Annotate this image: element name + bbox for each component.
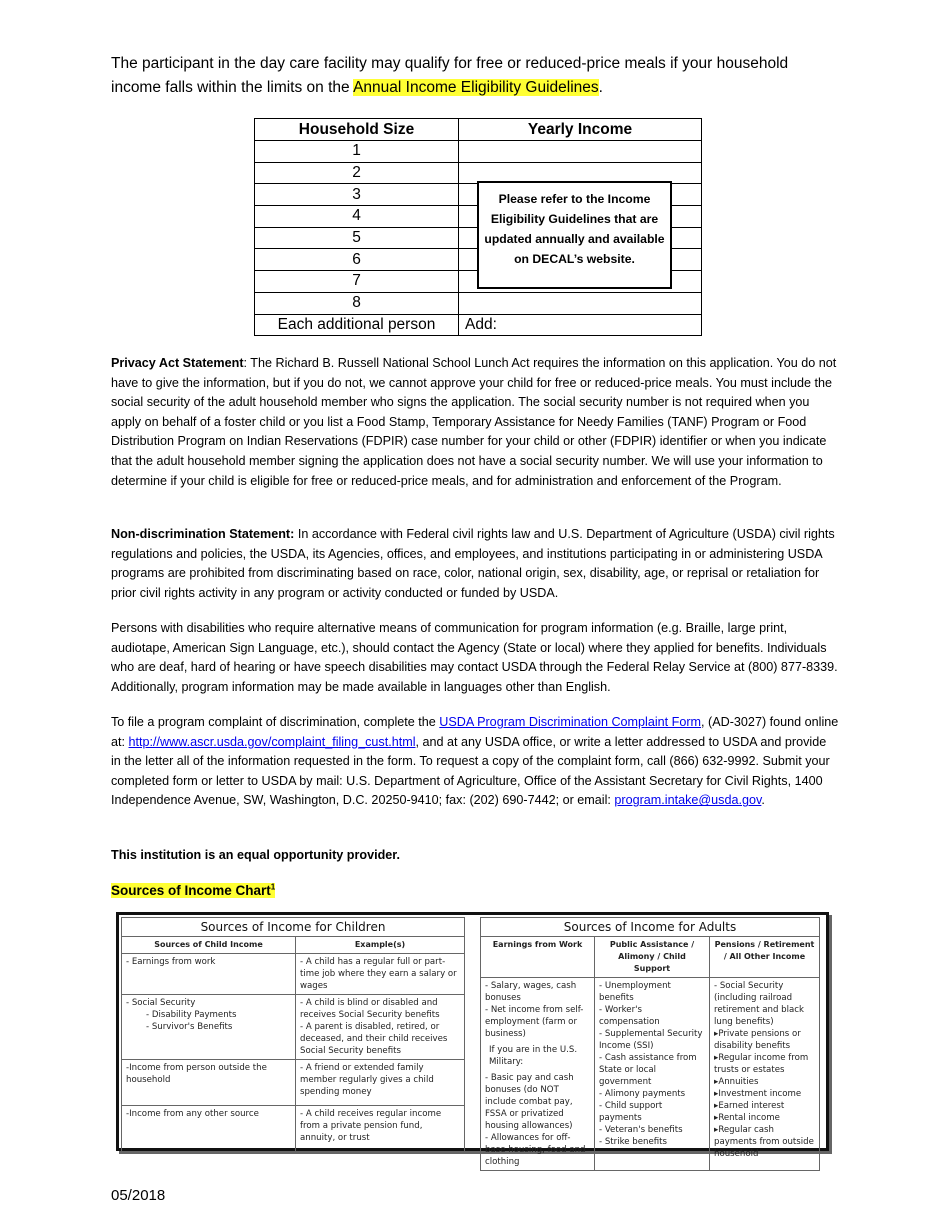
disability-payments-label: Disability Payments — [151, 1010, 237, 1020]
complaint-filing-url-link[interactable]: http://www.ascr.usda.gov/complaint_filing_cust.html — [128, 734, 416, 749]
child-source-cell — [122, 995, 296, 1060]
complaint-paragraph — [111, 713, 839, 811]
survivors-benefits-label: Survivor's Benefits — [151, 1022, 233, 1032]
adults-income-table — [480, 917, 820, 1171]
assistance-item: - Veteran's benefits — [599, 1125, 683, 1135]
child-source-cell: -Income from person outside the household — [122, 1060, 296, 1106]
earnings-from-work-cell — [481, 978, 595, 1171]
pension-item: ▸Annuities — [714, 1077, 759, 1087]
household-size-cell: 6 — [255, 249, 459, 271]
children-table-caption: Sources of Income for Children — [122, 918, 465, 937]
household-size-cell: 5 — [255, 227, 459, 249]
yearly-income-header: Yearly Income — [459, 119, 702, 141]
assistance-item: - Supplemental Security Income (SSI) — [599, 1029, 703, 1051]
sources-chart-title-text: Sources of Income Chart — [111, 882, 271, 898]
child-source-cell: -Income from any other source — [122, 1106, 296, 1154]
assistance-item: - Worker's compensation — [599, 1005, 660, 1027]
non-discrimination-statement — [111, 525, 839, 603]
child-source-sub: - Disability Payments — [146, 1010, 237, 1020]
pension-item: ▸Regular cash payments from outside household — [714, 1125, 814, 1159]
eligibility-guidelines-highlight: Annual Income Eligibility Guidelines — [353, 79, 599, 96]
income-cell — [459, 141, 702, 163]
work-item: - Net income from self-employment (farm or business) — [485, 1005, 584, 1039]
child-example-cell: - A child has a regular full or part-time job where they earn a salary or wages — [296, 954, 465, 995]
pensions-cell — [710, 978, 820, 1171]
work-item: - Salary, wages, cash bonuses — [485, 981, 577, 1003]
complaint-text-1: To file a program complaint of discrimination, complete the — [111, 715, 440, 729]
intro-period: . — [598, 79, 603, 96]
household-size-cell: 7 — [255, 271, 459, 293]
child-example-line: - A child is blind or disabled and receives Social Security benefits — [300, 998, 440, 1020]
complaint-text-3: , and at any USDA office, or write a letter addressed to USDA and provide in the letter all of the information requested in the form. To request a copy of the complaint form, call (866) 632-9992. Submit your completed form or letter to USDA by mail: U.S. Department of Agriculture, Office of the Assistant Secretary for Civil Rights, 1400 Independence Avenue, SW, Washington, D.C. 20250-9410; fax: (202) 690-7442; or email: — [111, 734, 830, 808]
refer-guidelines-note: Please refer to the Income Eligibility Guidelines that are updated annually and available on DECAL’s website. — [477, 181, 672, 289]
disabilities-paragraph: Persons with disabilities who require alternative means of communication for program information (e.g. Braille, large print, audiotape, American Sign Language, etc.), should contact the Agency (State or local) where they applied for benefits. Individuals who are deaf, hard of hearing or have speech disabilities may contact USDA through the Federal Relay Service at (800) 877-8339. Additionally, program information may be made available in languages other than English. — [111, 621, 838, 694]
footer-date: 05/2018 — [111, 1187, 166, 1204]
complaint-text-2: , (AD-3027) found online at: — [111, 715, 839, 749]
assistance-item: - Unemployment benefits — [599, 981, 671, 1003]
earnings-from-work-header: Earnings from Work — [481, 937, 595, 978]
pensions-header: Pensions / Retirement / All Other Income — [710, 937, 820, 978]
public-assistance-cell — [595, 978, 710, 1171]
sources-of-income-chart-title — [111, 882, 275, 898]
complaint-text-4: . — [761, 793, 765, 808]
assistance-item: - Alimony payments — [599, 1089, 686, 1099]
privacy-act-statement — [111, 354, 839, 491]
child-example-cell: - A child receives regular income from a private pension fund, annuity, or trust — [296, 1106, 465, 1154]
military-label: If you are in the U.S. Military: — [489, 1045, 578, 1067]
public-assistance-header: Public Assistance / Alimony / Child Support — [595, 937, 710, 978]
complaint-form-link[interactable]: USDA Program Discrimination Complaint Form — [439, 715, 702, 729]
assistance-item: - Strike benefits — [599, 1137, 668, 1147]
intro-paragraph — [111, 52, 831, 100]
household-size-cell: 1 — [255, 141, 459, 163]
household-size-header: Household Size — [255, 119, 459, 141]
pension-item: ▸Regular income from trusts or estates — [714, 1053, 809, 1075]
household-size-cell: 2 — [255, 162, 459, 184]
children-income-table — [121, 917, 465, 1154]
child-source-sub: - Survivor's Benefits — [146, 1022, 233, 1032]
pension-item: ▸Earned interest — [714, 1101, 785, 1111]
pension-item: ▸Rental income — [714, 1113, 780, 1123]
work-item: - Allowances for off-base housing, food and clothing — [485, 1133, 586, 1167]
work-item: - Basic pay and cash bonuses (do NOT include combat pay, FSSA or privatized housing allowances) — [485, 1073, 574, 1131]
privacy-act-text: : The Richard B. Russell National School Lunch Act requires the information on this application. You do not have to give the information, but if you do not, we cannot approve your child for free or reduced-price meals. You must include the social security of the adult household member who signs the application. The social security number is not required when you apply on behalf of a foster child or you list a Food Stamp, Temporary Assistance for Needy Families (TANF) Program or Food Distribution Program on Indian Reservations (FDPIR) case number for your child or other (FDPIR) identifier or when you indicate that the adult household member signing the application does not have a social security number. We will use your information to determine if your child is eligible for free or reduced-price meals, and for administration and enforcement of the Program. — [111, 356, 837, 488]
pension-item: ▸Private pensions or disability benefits — [714, 1029, 801, 1051]
household-size-cell: 8 — [255, 292, 459, 314]
household-size-cell: 4 — [255, 206, 459, 228]
pension-item: - Social Security (including railroad retirement and black lung benefits) — [714, 981, 804, 1027]
assistance-item: - Cash assistance from State or local government — [599, 1053, 697, 1087]
non-discrimination-text: In accordance with Federal civil rights law and U.S. Department of Agriculture (USDA) civil rights regulations and policies, the USDA, its Agencies, offices, and employees, and institutions participating in or administering USDA programs are prohibited from discriminating based on race, color, national origin, sex, disability, age, or reprisal or retaliation for prior civil rights activity in any program or activity conducted or funded by USDA. — [111, 527, 835, 600]
privacy-act-title: Privacy Act Statement — [111, 356, 244, 370]
child-example-cell — [296, 995, 465, 1060]
intro-text: The participant in the day care facility may qualify for free or reduced-price meals if your household income falls within the limits on the — [111, 55, 789, 96]
child-source-header: Sources of Child Income — [122, 937, 296, 954]
child-example-header: Example(s) — [296, 937, 465, 954]
income-cell — [459, 292, 702, 314]
program-intake-email-link[interactable]: program.intake@usda.gov — [614, 793, 762, 808]
household-size-cell: Each additional person — [255, 314, 459, 336]
child-example-cell: - A friend or extended family member regularly gives a child spending money — [296, 1060, 465, 1106]
equal-opportunity-statement: This institution is an equal opportunity provider. — [111, 848, 400, 862]
child-example-line: - A parent is disabled, retired, or deceased, and their child receives Social Security benefits — [300, 1022, 448, 1056]
non-discrimination-title: Non-discrimination Statement: — [111, 527, 295, 541]
add-label: Add: — [459, 314, 702, 336]
adults-table-caption: Sources of Income for Adults — [481, 918, 820, 937]
footnote-mark: 1 — [270, 882, 276, 891]
child-source-label: - Social Security — [126, 998, 196, 1008]
child-source-cell: - Earnings from work — [122, 954, 296, 995]
pension-item: ▸Investment income — [714, 1089, 802, 1099]
assistance-item: - Child support payments — [599, 1101, 663, 1123]
household-size-cell: 3 — [255, 184, 459, 206]
